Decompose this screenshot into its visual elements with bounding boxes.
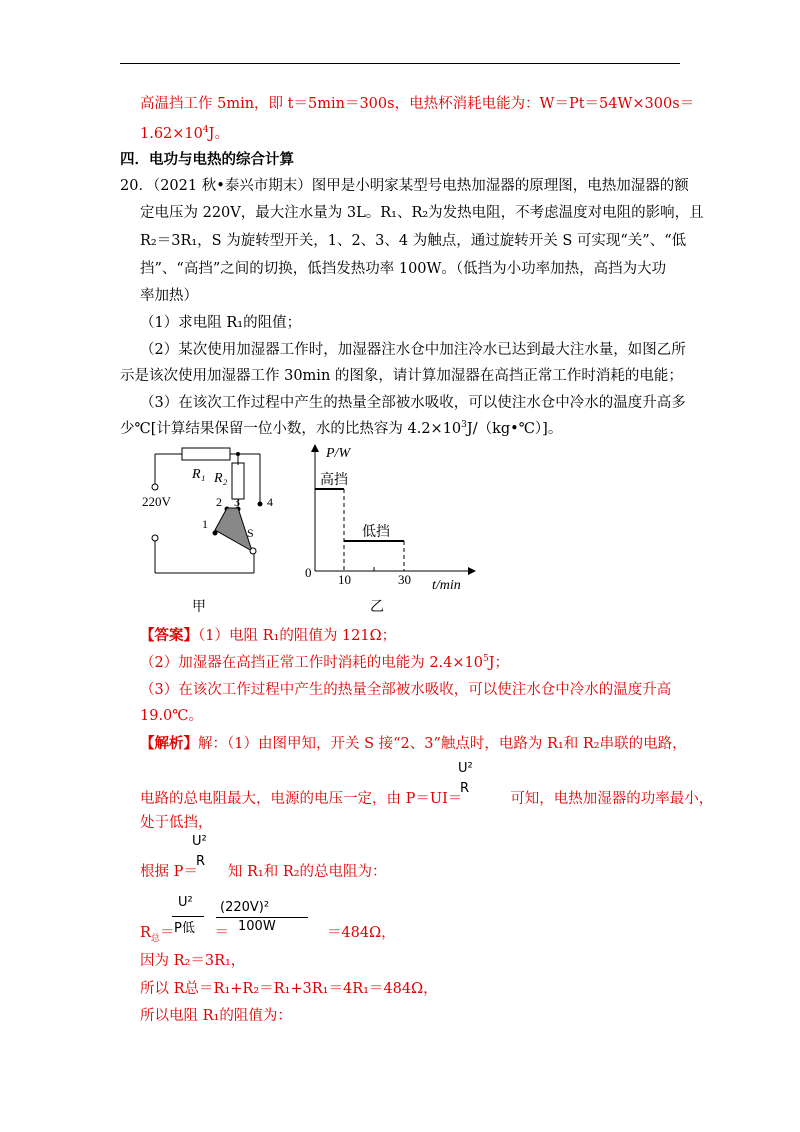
low-label: 低挡 bbox=[362, 525, 390, 540]
circuit-diagram bbox=[130, 440, 290, 620]
question-20-line-1: 20．（2021 秋•泰兴市期末）图甲是小明家某型号电热加湿器的原理图，电热加湿器的额 bbox=[120, 178, 689, 194]
high-label: 高挡 bbox=[320, 473, 348, 488]
switch-pivot bbox=[250, 548, 256, 554]
contact-3-label: 3 bbox=[234, 495, 240, 509]
switch-label: S bbox=[247, 526, 254, 540]
question-20-line-3: R₂＝3R₁，S 为旋转型开关，1、2、3、4 为触点，通过旋转开关 S 可实现“关”、“低 bbox=[140, 233, 687, 249]
analysis-line-7: 所以 R总＝R₁+R₂＝R₁+3R₁＝4R₁＝484Ω， bbox=[140, 981, 438, 997]
voltage-label: 220V bbox=[142, 494, 171, 509]
contact-4-label: 4 bbox=[267, 495, 273, 509]
header-rule bbox=[120, 63, 680, 64]
r2-label: R₂ bbox=[214, 471, 228, 486]
tick-30-label: 30 bbox=[398, 572, 411, 587]
sub-question-2-line-1: （2）某次使用加湿器工作时，加湿器注水仓中加注冷水已达到最大注水量，如图乙所 bbox=[140, 342, 686, 358]
resistor-r1 bbox=[182, 448, 230, 460]
analysis-line-2: 电路的总电阻最大，电源的电压一定，由 P＝UI＝ 可知，电热加湿器的功率最小， bbox=[140, 791, 714, 807]
analysis-line-8: 所以电阻 R₁的阻值为： bbox=[140, 1008, 292, 1024]
resistor-r2 bbox=[232, 463, 244, 499]
section-heading: 四．电功与电热的综合计算 bbox=[120, 151, 294, 168]
contact-1-label: 1 bbox=[202, 517, 208, 531]
question-20-line-5: 率加热） bbox=[140, 288, 198, 304]
energy-line-1: 高温挡工作 5min，即 t＝5min＝300s，电热杯消耗电能为：W＝Pt＝54W×300s＝ bbox=[140, 96, 695, 112]
analysis-line-6: 因为 R₂＝3R₁， bbox=[140, 953, 246, 969]
sub-question-3-line-1: （3）在该次工作过程中产生的热量全部被水吸收，可以使注水仓中冷水的温度升高多 bbox=[140, 395, 686, 411]
tick-10-label: 10 bbox=[338, 572, 351, 587]
contact-2-label: 2 bbox=[216, 495, 222, 509]
figure-b-caption: 乙 bbox=[370, 600, 384, 615]
analysis-line-5: $R_总= = =484\Omega$， bbox=[140, 925, 396, 944]
answer-3-line-1: （3）在该次工作过程中产生的热量全部被水吸收，可以使注水仓中冷水的温度升高 bbox=[140, 682, 672, 698]
question-20-line-4: 挡”、“高挡”之间的切换，低挡发热功率 100W。（低挡为小功率加热，高挡为大功 bbox=[140, 261, 667, 277]
analysis-line-3: 处于低挡， bbox=[140, 815, 213, 831]
figure-a-caption: 甲 bbox=[192, 600, 206, 615]
x-axis-label: t/min bbox=[432, 578, 461, 593]
terminal-bottom bbox=[152, 535, 158, 541]
r1-label: R₁ bbox=[192, 467, 206, 482]
y-axis-label: P/W bbox=[326, 446, 351, 461]
sub-question-3-line-2: 少℃[计算结果保留一位小数，水的比热容为 $4.2\times 10^3J/(kg•℃)$]。 bbox=[120, 420, 563, 437]
energy-line-2: $1.62\times 10^4J$。 bbox=[140, 125, 229, 142]
answer-2: （2）加湿器在高挡正常工作时消耗的电能为 $2.4\times 10^5J$； bbox=[140, 654, 510, 671]
origin-label: 0 bbox=[305, 565, 312, 580]
terminal-top bbox=[152, 484, 158, 490]
analysis-line-4: 根据 P＝ 知 R₁和 R₂的总电阻为： bbox=[140, 864, 387, 880]
contact-4-dot bbox=[258, 502, 263, 507]
question-20-line-2: 定电压为 220V，最大注水量为 3L。R₁、R₂为发热电阻，不考虑温度对电阻的影响，且 bbox=[140, 205, 704, 221]
answer-1: 【答案】（1）电阻 R₁的阻值为 121Ω； bbox=[140, 627, 397, 644]
answer-3-line-2: 19.0℃。 bbox=[140, 708, 204, 724]
power-time-graph bbox=[300, 440, 480, 620]
sub-question-2-line-2: 示是该次使用加湿器工作 30min 的图象，请计算加湿器在高挡正常工作时消耗的电能； bbox=[120, 368, 683, 384]
sub-question-1: （1）求电阻 R₁的阻值； bbox=[140, 315, 302, 331]
analysis-line-1: 【解析】解：（1）由图甲知，开关 S 接“2、3”触点时，电路为 R₁和 R₂串联的电路， bbox=[140, 735, 687, 752]
